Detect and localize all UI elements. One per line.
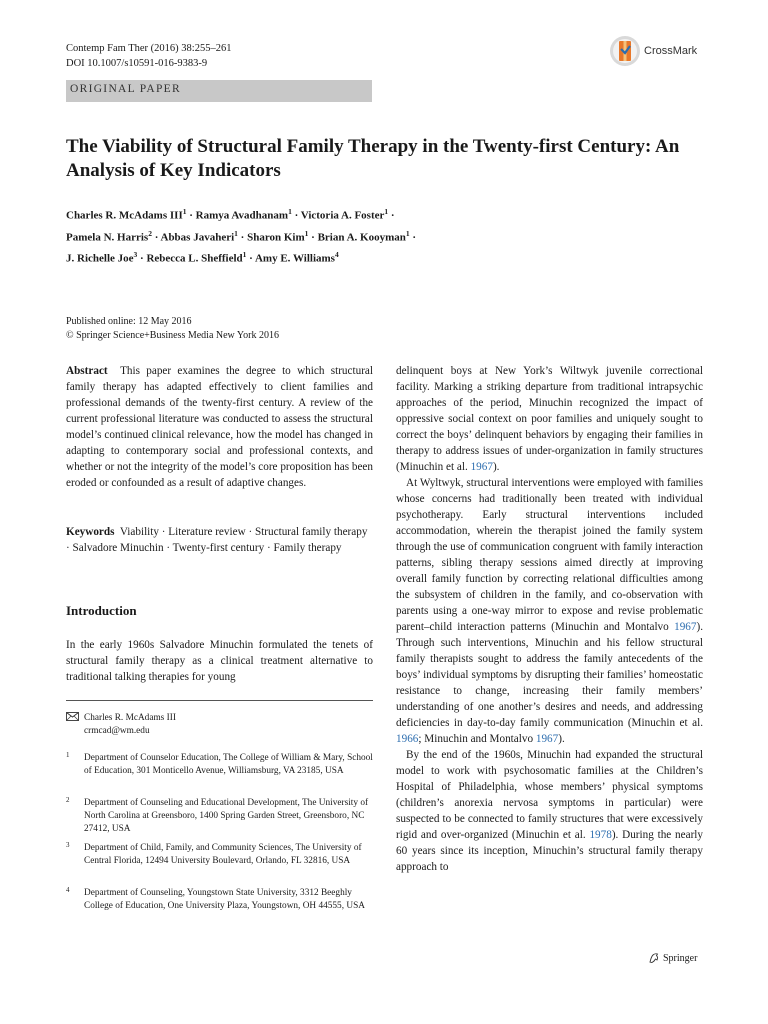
publisher-label: Springer: [663, 952, 698, 964]
body-paragraph: [396, 747, 703, 875]
body-text-right-column: [396, 363, 703, 875]
body-paragraph: [396, 475, 703, 747]
published-date: Published online: 12 May 2016: [66, 316, 192, 327]
paragraph-text: ). Through such interventions, Minuchin and his fellow structural family therapists sought to address the family antecedents of the boys’ individual symptoms by disrupting their families’ homeostatic resistance to change, increasing their family members’ understanding of one another’s desires and needs, and addressing deficiencies in day-to-day family communication (Minuchin et al.: [396, 621, 703, 729]
paragraph-text: By the end of the 1960s, Minuchin had expanded the structural model to work with psychosomatic families at the Children’s Hospital of Philadelphia, whose members’ physical symptoms (children’s anorexia nervosa symptoms in particular) were suspected to be connected to family structures that were excessively rigid and over-organized (Minuchin et al.: [396, 749, 703, 841]
author-name[interactable]: Victoria A. Foster: [300, 209, 385, 222]
citation-link[interactable]: 1966: [396, 733, 419, 745]
paragraph-text: ; Minuchin and Montalvo: [418, 733, 536, 745]
crossmark-logo-icon: [609, 35, 641, 67]
springer-horse-icon: [648, 952, 660, 964]
author-affiliation-mark: 3: [133, 250, 138, 260]
crossmark-badge[interactable]: [609, 33, 697, 69]
author-name[interactable]: Ramya Avadhanam: [195, 209, 289, 222]
introduction-paragraph: [66, 637, 373, 685]
author-affiliation-mark: 1: [182, 207, 187, 216]
journal-citation: Contemp Fam Ther (2016) 38:255–261: [66, 43, 232, 54]
publisher-footer: [648, 952, 697, 964]
paragraph-text: ). During the nearly 60 years since its inception, Minuchin’s structural family therapy approach to: [396, 829, 703, 873]
journal-header: [66, 41, 231, 71]
article-type-label: ORIGINAL PAPER: [70, 83, 181, 95]
author-line-1: Charles R. McAdams $III^1$ · Ramya Avadhanam$^1$ · Victoria A. Foster$^1$ ·: [66, 207, 395, 222]
author-affiliation-mark: 1: [384, 207, 389, 216]
citation-link[interactable]: 1978: [589, 829, 612, 841]
envelope-icon: [66, 712, 79, 721]
citation-link[interactable]: 1967: [470, 461, 493, 473]
author-line-3: J. Richelle Joe$^3$ · Rebecca L. Sheffield$^1$ · Amy E. Williams$^4$: [66, 250, 339, 265]
article-type-banner: [66, 80, 372, 102]
paragraph-text: At Wyltwyk, structural interventions were employed with families whose concerns had traditionally been treated with individual psychotherapy. Early structural interventions included accommodation, wherein the therapist joined the family system through the use of communication congruent with family interaction patterns, sibling therapy sessions aimed directly at improving overall family function by correcting relational difficulties among the subsystem of children in the family, and co-observation with parents using a one-way mirror to expose and revise problematic parent–child interaction patterns (Minuchin and Montalvo: [396, 477, 703, 633]
publication-info: [66, 315, 279, 343]
author-name[interactable]: J. Richelle Joe: [66, 252, 134, 265]
author-affiliation-mark: 1: [288, 207, 292, 216]
corresponding-email[interactable]: crmcad@wm.edu: [84, 726, 150, 736]
section-heading-introduction: Introduction: [66, 603, 137, 618]
keywords-label: Keywords: [66, 526, 115, 538]
copyright: © Springer Science+Business Media New York 2016: [66, 330, 279, 341]
author-name[interactable]: Charles R. McAdams III: [66, 209, 183, 222]
author-affiliation-mark: 1: [242, 250, 247, 260]
affiliation-text: Department of Counselor Education, The College of William & Mary, School of Education, 301 Monticello Avenue, Williamsburg, VA 23185, USA: [84, 753, 373, 776]
abstract: [66, 363, 373, 491]
author-name[interactable]: Amy E. Williams: [254, 252, 335, 265]
affiliation: [66, 887, 373, 913]
affiliation: [66, 752, 373, 778]
doi[interactable]: DOI 10.1007/s10591-016-9383-9: [66, 58, 208, 69]
affiliation-number: 4: [66, 886, 70, 894]
author-name[interactable]: Pamela N. Harris: [66, 231, 149, 244]
author-line-2: Pamela N. Harris$^2$ · Abbas Javaheri$^1$ · Sharon Kim$^1$ · Brian A. Kooyman$^1$ ·: [66, 228, 417, 244]
affiliation-number: 2: [66, 796, 70, 804]
affiliation-text: Department of Counseling and Educational Development, The University of North Carolina at Greensboro, 1400 Spring Garden Street, Greensboro, NC 27412, USA: [84, 798, 369, 834]
author-name[interactable]: Abbas Javaheri: [160, 231, 235, 244]
paragraph-text: delinquent boys at New York’s Wiltwyk juvenile correctional facility. Marking a striking departure from traditional intrapsychic approaches of the period, Minuchin recognized the impact of oppressive social context on poor families and uniquely sought to correct the boys’ delinquent behaviors by engaging their families in therapy to address issues of under-organization in family structures (Minuchin et al.: [396, 365, 703, 473]
crossmark-label: CrossMark: [644, 45, 698, 57]
paragraph-text: ).: [492, 461, 500, 473]
author-name[interactable]: Rebecca L. Sheffield: [146, 252, 243, 265]
body-paragraph: [396, 363, 703, 475]
citation-link[interactable]: 1967: [674, 621, 697, 633]
citation-link[interactable]: 1967: [535, 733, 559, 745]
author-affiliation-mark: 1: [304, 228, 309, 238]
author-affiliation-mark: 4: [334, 250, 339, 260]
affiliation-text: Department of Counseling, Youngstown State University, 3312 Beeghly College of Education, One University Plaza, Youngstown, OH 44555, USA: [84, 888, 365, 911]
affiliation: [66, 797, 373, 836]
author-name[interactable]: Sharon Kim: [247, 231, 305, 244]
affiliation-text: Department of Child, Family, and Community Sciences, The University of Central Florida, 12494 University Boulevard, Orlando, FL 32816, USA: [84, 843, 362, 866]
footnote-divider: [66, 700, 373, 701]
author-list: [66, 203, 706, 268]
paragraph-text: ).: [558, 733, 565, 745]
article-title: The Viability of Structural Family Therapy in the Twenty-first Century: An Analysis of Key Indicators: [66, 136, 680, 181]
affiliation: [66, 842, 373, 868]
author-affiliation-mark: 1: [234, 228, 238, 238]
corresponding-author: Charles R. McAdams III: [84, 713, 176, 723]
abstract-label: Abstract: [66, 365, 108, 377]
abstract-text: This paper examines the degree to which structural family therapy has adapted effectively to client families and professional demands of the twenty-first century. A review of the current professional literature was conducted to assess the structural model’s continued clinical relevance, how the model has changed in adapting to contemporary social and professional contexts, and whether or not the integrity of the model’s core proposition has been eroded or confounded as a result of adaptive changes.: [66, 365, 373, 489]
author-name[interactable]: Brian A. Kooyman: [317, 231, 406, 244]
author-affiliation-mark: 1: [405, 228, 410, 238]
author-affiliation-mark: 2: [148, 228, 152, 238]
keywords: [66, 524, 373, 556]
intro-text: In the early 1960s Salvadore Minuchin formulated the tenets of structural family therapy as a clinical treatment alternative to traditional talking therapies for young: [66, 639, 373, 683]
affiliation-number: 3: [66, 841, 70, 849]
correspondence: [66, 712, 176, 738]
keywords-text: Viability · Literature review · Structural family therapy · Salvadore Minuchin · Twenty-first century · Family therapy: [66, 526, 368, 554]
affiliation-number: 1: [66, 751, 70, 759]
